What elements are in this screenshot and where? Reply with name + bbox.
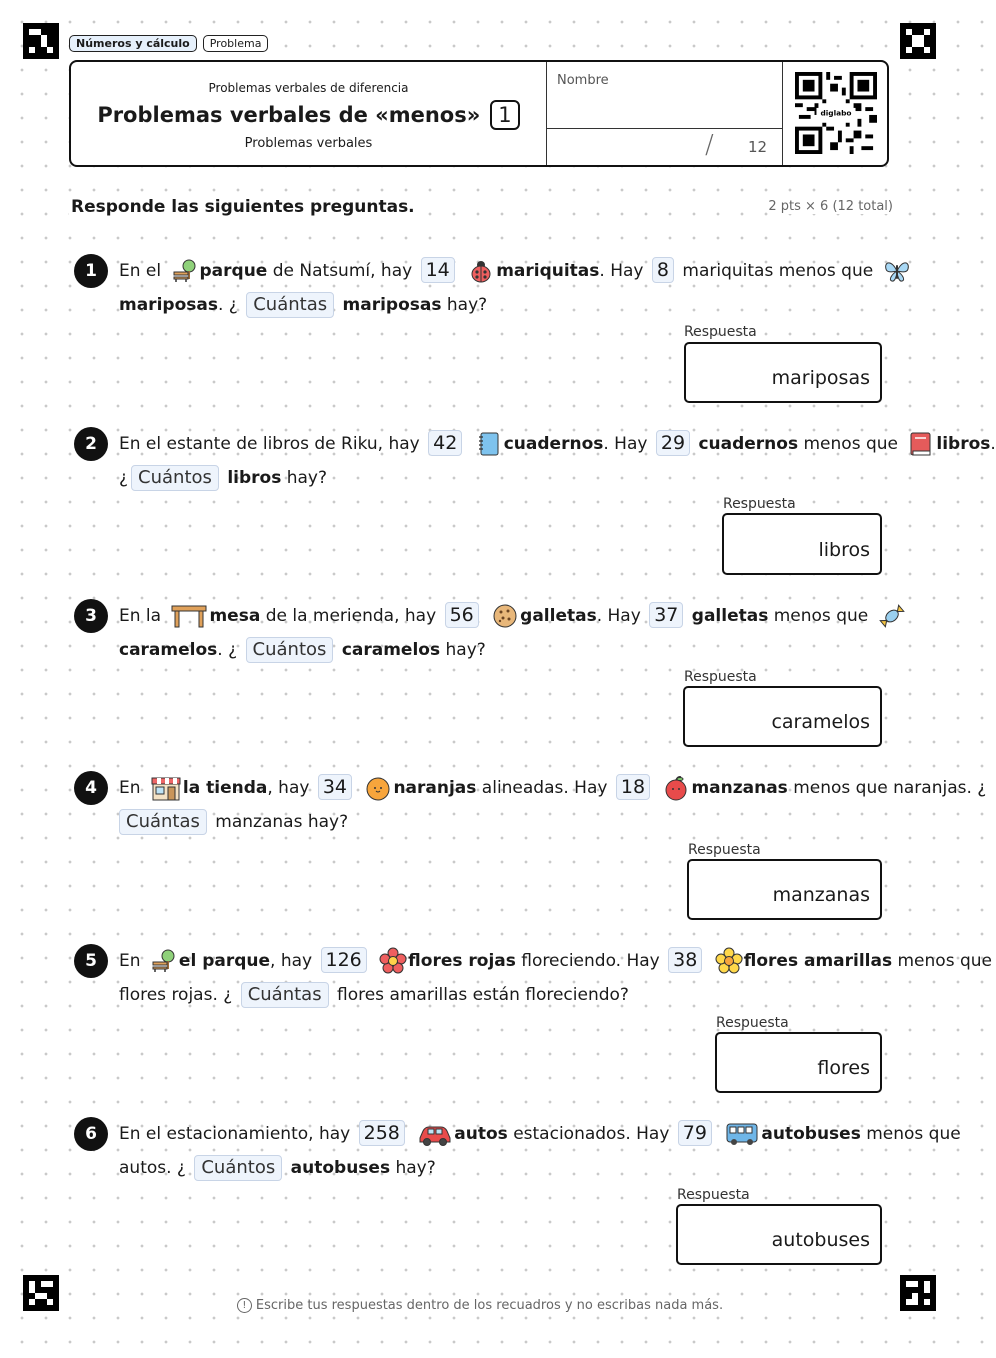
ladybug-icon <box>467 257 495 285</box>
qr-label: diglabo <box>820 108 852 118</box>
number-box: 14 <box>421 257 455 283</box>
ask-word: Cuántas <box>246 292 334 318</box>
title-area <box>71 62 546 165</box>
apple-icon <box>662 774 690 802</box>
question-number-1: 1 <box>74 254 108 288</box>
question-number-2: 2 <box>74 427 108 461</box>
score-total: 12 <box>748 138 768 156</box>
question-4-line-2: Cuántas manzanas hay? <box>119 805 348 839</box>
answer-box-6[interactable] <box>676 1204 882 1265</box>
ask-word: Cuántas <box>119 809 207 835</box>
question-2-line-1: En el estante de libros de Riku, hay 42 cuadernos. Hay 29 cuadernos menos que libros. <box>119 427 996 461</box>
car-icon <box>417 1120 453 1148</box>
butterfly-icon <box>883 257 911 285</box>
number-box: 42 <box>428 430 462 456</box>
number-box: 126 <box>321 947 367 973</box>
number-box: 56 <box>445 602 479 628</box>
ask-word: Cuántos <box>194 1155 282 1181</box>
store-icon <box>150 774 182 802</box>
answer-box-3[interactable] <box>683 686 882 747</box>
answer-unit-1: mariposas <box>771 367 870 389</box>
question-6-line-1: En el estacionamiento, hay 258 autos estacionados. Hay 79 autobuses menos que <box>119 1117 961 1151</box>
question-3-line-2: caramelos. ¿ Cuántos caramelos hay? <box>119 633 486 667</box>
answer-unit-5: flores <box>817 1057 870 1079</box>
answer-unit-2: libros <box>818 539 870 561</box>
name-field[interactable] <box>546 62 783 129</box>
worksheet-title <box>71 100 546 130</box>
answer-box-4[interactable] <box>687 859 882 920</box>
question-5-line-1: En el parque, hay 126 flores rojas floreciendo. Hay 38 flores amarillas menos que <box>119 944 992 978</box>
corner-marker-top-left <box>23 23 59 59</box>
ask-word: Cuántas <box>241 982 329 1008</box>
number-box: 18 <box>616 774 650 800</box>
category-tags <box>69 35 268 52</box>
answer-label-3: Respuesta <box>684 669 757 685</box>
bus-icon <box>724 1120 760 1148</box>
park-bench-tree-icon <box>171 257 199 285</box>
cookie-icon <box>491 602 519 630</box>
number-box: 34 <box>318 774 352 800</box>
notebook-icon <box>475 430 503 458</box>
instructions: Responde las siguientes preguntas. <box>71 197 415 217</box>
qr-code-area <box>782 62 888 165</box>
question-number-6: 6 <box>74 1117 108 1151</box>
corner-marker-top-right <box>900 23 936 59</box>
title-text: Problemas verbales de «menos» <box>97 103 481 127</box>
score-field[interactable] <box>546 128 783 165</box>
answer-label-5: Respuesta <box>716 1015 789 1031</box>
score-slash: / <box>705 130 714 160</box>
answer-label-6: Respuesta <box>677 1187 750 1203</box>
question-3-line-1: En la mesa de la merienda, hay 56 galletas. Hay 37 galletas menos que <box>119 599 907 633</box>
answer-unit-3: caramelos <box>771 711 870 733</box>
answer-box-2[interactable] <box>722 513 882 575</box>
candy-icon <box>878 602 906 630</box>
number-box: 79 <box>678 1120 712 1146</box>
warning-icon: ! <box>237 1298 252 1313</box>
number-box: 258 <box>359 1120 405 1146</box>
orange-icon <box>364 774 392 802</box>
tag-problem: Problema <box>203 35 269 52</box>
qr-code-icon <box>795 72 877 154</box>
answer-box-1[interactable] <box>684 342 882 403</box>
number-box: 29 <box>656 430 690 456</box>
number-box: 8 <box>652 257 674 283</box>
answer-label-2: Respuesta <box>723 496 796 512</box>
question-1-line-2: mariposas. ¿ Cuántas mariposas hay? <box>119 288 487 322</box>
footer-note <box>0 1298 960 1313</box>
answer-label-4: Respuesta <box>688 842 761 858</box>
question-number-4: 4 <box>74 771 108 805</box>
question-4-line-1: En la tienda, hay 34 naranjas alineadas. Hay 18 manzanas menos que naranjas. ¿ <box>119 771 986 805</box>
number-box: 37 <box>649 602 683 628</box>
red-flower-icon <box>379 947 407 975</box>
worksheet-header <box>69 60 889 167</box>
worksheet-category: Problemas verbales <box>244 136 373 151</box>
book-icon <box>907 430 935 458</box>
footer-text: Escribe tus respuestas dentro de los recuadros y no escribas nada más. <box>255 1298 724 1313</box>
points-info: 2 pts × 6 (12 total) <box>768 199 893 214</box>
answer-label-1: Respuesta <box>684 324 757 340</box>
answer-box-5[interactable] <box>715 1032 882 1093</box>
park-bench-tree-icon <box>150 947 178 975</box>
question-number-5: 5 <box>74 944 108 978</box>
answer-unit-4: manzanas <box>772 884 870 906</box>
question-6-line-2: autos. ¿ Cuántos autobuses hay? <box>119 1151 436 1185</box>
tag-numbers: Números y cálculo <box>69 35 197 52</box>
yellow-flower-icon <box>715 947 743 975</box>
question-number-3: 3 <box>74 599 108 633</box>
ask-word: Cuántos <box>131 465 219 491</box>
question-2-line-2: ¿ Cuántos libros hay? <box>119 461 327 495</box>
question-5-line-2: flores rojas. ¿ Cuántas flores amarillas están floreciendo? <box>119 978 629 1012</box>
question-1-line-1: En el parque de Natsumí, hay 14 mariquitas. Hay 8 mariquitas menos que <box>119 254 912 288</box>
number-box: 38 <box>668 947 702 973</box>
worksheet-subtitle: Problemas verbales de diferencia <box>208 81 409 95</box>
ask-word: Cuántos <box>246 637 334 663</box>
table-icon <box>170 602 208 630</box>
answer-unit-6: autobuses <box>771 1229 870 1251</box>
worksheet-number: 1 <box>490 100 519 130</box>
name-label: Nombre <box>557 73 609 88</box>
